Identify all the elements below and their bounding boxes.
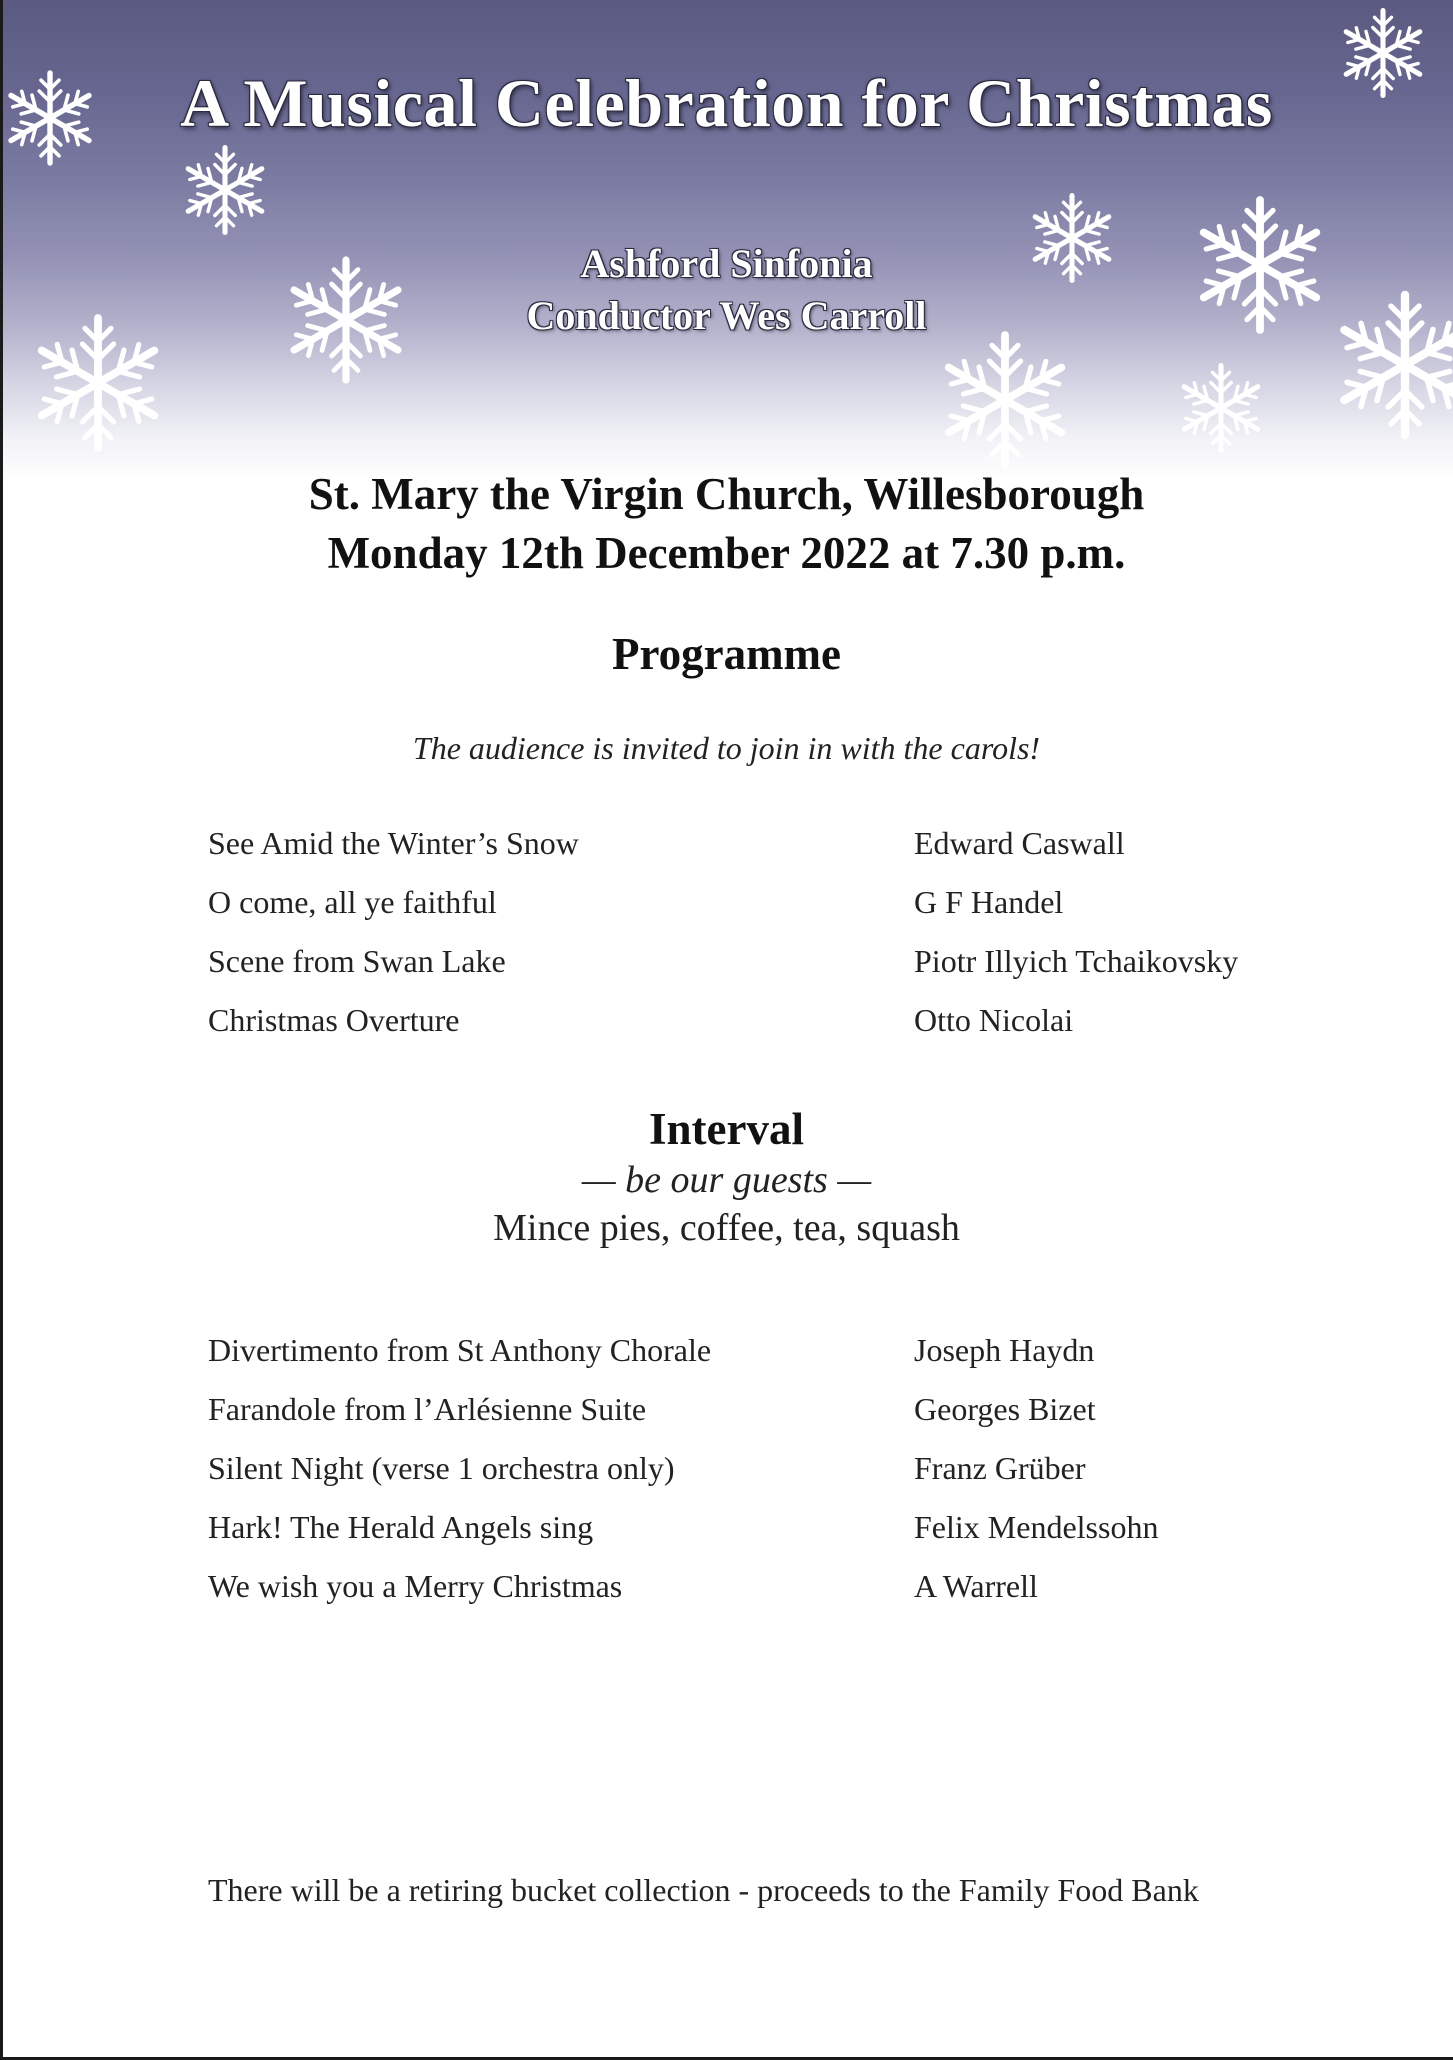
snowflake-icon	[183, 148, 267, 233]
piece-title: Divertimento from St Anthony Chorale	[208, 1332, 712, 1368]
programme-list-second-half	[208, 1332, 1308, 1627]
piece-title: Scene from Swan Lake	[208, 943, 506, 979]
programme-item	[208, 943, 1308, 1002]
piece-title: Christmas Overture	[208, 1002, 460, 1038]
programme-item	[208, 884, 1308, 943]
interval-subheading: — be our guests —	[581, 1159, 872, 1201]
collection-note: There will be a retiring bucket collection - proceeds to the Family Food Bank	[208, 1872, 1199, 1908]
composer: Otto Nicolai	[914, 1002, 1074, 1038]
venue: St. Mary the Virgin Church, Willesborough	[308, 469, 1145, 519]
piece-title: O come, all ye faithful	[208, 884, 497, 920]
composer: Georges Bizet	[914, 1391, 1096, 1427]
event-datetime: Monday 12th December 2022 at 7.30 p.m.	[327, 528, 1126, 578]
ensemble-name: Ashford Sinfonia	[580, 241, 873, 286]
piece-title: Farandole from l’Arlésienne Suite	[208, 1391, 647, 1427]
composer: Franz Grüber	[914, 1450, 1086, 1486]
audience-note: The audience is invited to join in with the carols!	[412, 730, 1041, 766]
interval-refreshments: Mince pies, coffee, tea, squash	[493, 1207, 960, 1249]
conductor-name: Conductor Wes Carroll	[526, 293, 927, 338]
composer: Edward Caswall	[914, 825, 1125, 861]
composer: Piotr Illyich Tchaikovsky	[914, 943, 1239, 979]
snowflake-icon	[941, 335, 1069, 465]
composer: Joseph Haydn	[914, 1332, 1095, 1368]
piece-title: We wish you a Merry Christmas	[208, 1568, 623, 1604]
interval-heading: Interval	[649, 1104, 804, 1154]
programme-list-first-half	[208, 825, 1308, 1061]
programme-item	[208, 1002, 1308, 1061]
programme-item	[208, 1509, 1308, 1568]
programme-heading: Programme	[611, 629, 842, 679]
piece-title: See Amid the Winter’s Snow	[208, 825, 579, 861]
composer: Felix Mendelssohn	[914, 1509, 1159, 1545]
programme-item	[208, 1391, 1308, 1450]
event-title: A Musical Celebration for Christmas	[180, 65, 1273, 141]
piece-title: Hark! The Herald Angels sing	[208, 1509, 594, 1545]
snowflake-icon	[1179, 366, 1263, 451]
page-border-left	[0, 0, 3, 2060]
composer: G F Handel	[914, 884, 1064, 920]
programme-item	[208, 1332, 1308, 1391]
programme-item	[208, 825, 1308, 884]
composer: A Warrell	[914, 1568, 1038, 1604]
piece-title: Silent Night (verse 1 orchestra only)	[208, 1450, 675, 1486]
programme-item	[208, 1450, 1308, 1509]
programme-item	[208, 1568, 1308, 1627]
